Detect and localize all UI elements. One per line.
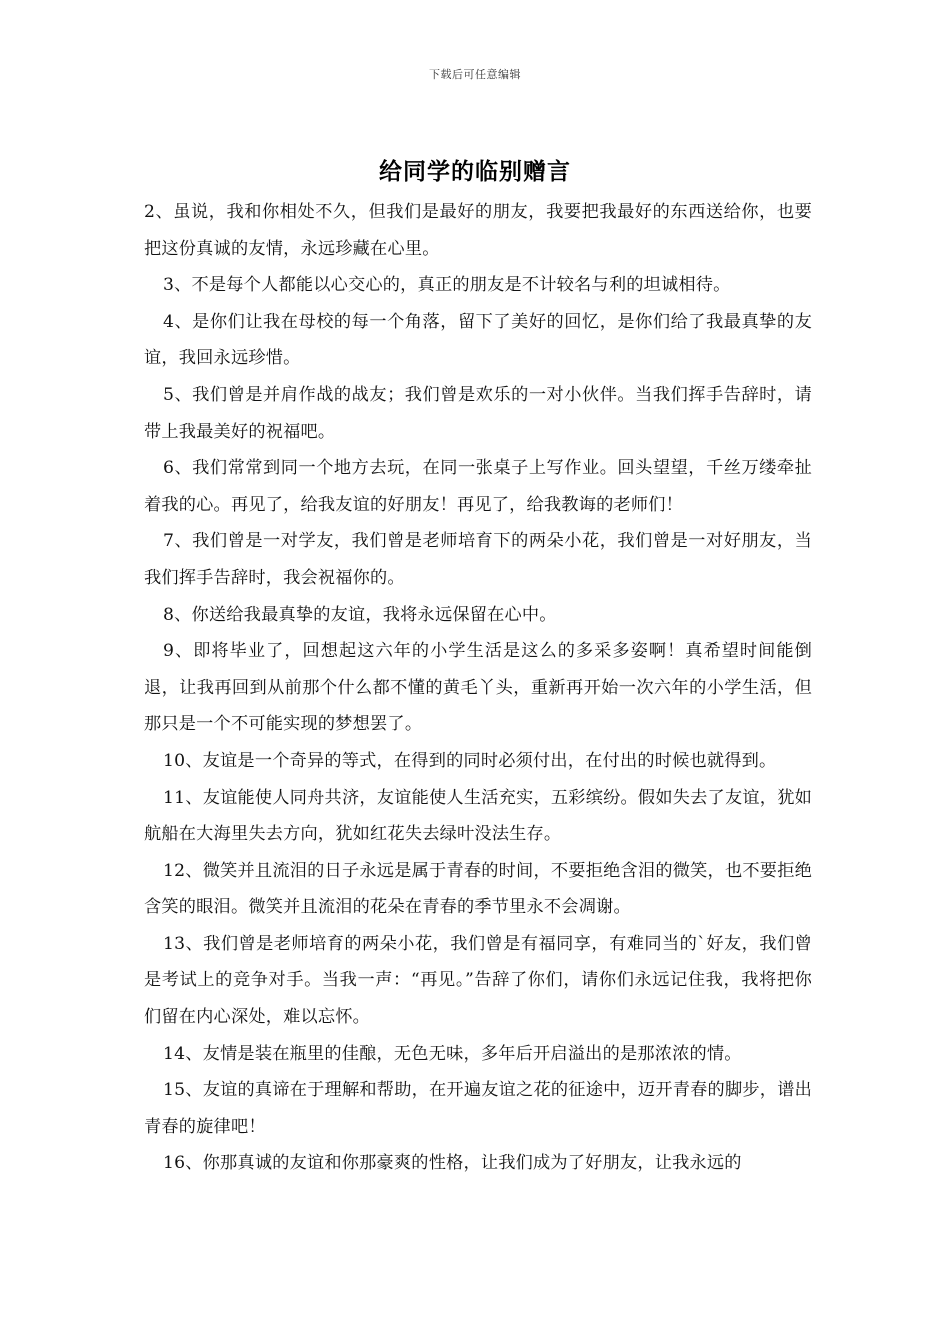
paragraph-8: 8、你送给我最真挚的友谊，我将永远保留在心中。 — [163, 604, 557, 625]
document-title: 给同学的临别赠言 — [379, 158, 571, 185]
paragraph-7: 7、我们曾是一对学友，我们曾是老师培育下的两朵小花，我们曾是一对好朋友，当我们挥手告辞时，我会祝福你的。 — [144, 531, 812, 588]
document-body — [144, 194, 812, 1182]
paragraph-13: 13、我们曾是老师培育的两朵小花，我们曾是有福同享，有难同当的`好友，我们曾是考试上的竞争对手。当我一声：“再见。”告辞了你们，请你们永远记住我，我将把你们留在内心深处，难以忘怀。 — [144, 933, 812, 1028]
paragraph-6: 6、我们常常到同一个地方去玩，在同一张桌子上写作业。回头望望，千丝万缕牵扯着我的心。再见了，给我友谊的好朋友！再见了，给我教诲的老师们！ — [144, 458, 812, 515]
paragraph-14: 14、友情是装在瓶里的佳酿，无色无味，多年后开启溢出的是那浓浓的情。 — [163, 1043, 742, 1064]
paragraph-12: 12、微笑并且流泪的日子永远是属于青春的时间，不要拒绝含泪的微笑，也不要拒绝含笑的眼泪。微笑并且流泪的花朵在青春的季节里永不会凋谢。 — [144, 860, 812, 918]
paragraph-5: 5、我们曾是并肩作战的战友；我们曾是欢乐的一对小伙伴。当我们挥手告辞时，请带上我最美好的祝福吧。 — [144, 384, 812, 442]
paragraph-16: 16、你那真诚的友谊和你那豪爽的性格，让我们成为了好朋友，让我永远的 — [163, 1153, 742, 1174]
paragraph-15: 15、友谊的真谛在于理解和帮助，在开遍友谊之花的征途中，迈开青春的脚步，谱出青春的旋律吧！ — [144, 1080, 812, 1137]
paragraph-3: 3、不是每个人都能以心交心的，真正的朋友是不计较名与利的坦诚相待。 — [163, 275, 731, 296]
paragraph-11: 11、友谊能使人同舟共济，友谊能使人生活充实，五彩缤纷。假如失去了友谊，犹如航船在大海里失去方向，犹如红花失去绿叶没法生存。 — [144, 787, 812, 845]
page-header: 下载后可任意编辑 — [429, 68, 521, 81]
paragraph-10: 10、友谊是一个奇异的等式，在得到的同时必须付出，在付出的时候也就得到。 — [163, 750, 777, 771]
paragraph-4: 4、是你们让我在母校的每一个角落，留下了美好的回忆，是你们给了我最真挚的友谊，我回永远珍惜。 — [144, 311, 812, 369]
paragraph-2: 2、虽说，我和你相处不久，但我们是最好的朋友，我要把我最好的东西送给你，也要把这份真诚的友情，永远珍藏在心里。 — [144, 202, 812, 259]
paragraph-9: 9、即将毕业了，回想起这六年的小学生活是这么的多采多姿啊！真希望时间能倒退，让我再回到从前那个什么都不懂的黄毛丫头，重新再开始一次六年的小学生活，但那只是一个不可能实现的梦想罢了。 — [144, 641, 812, 735]
